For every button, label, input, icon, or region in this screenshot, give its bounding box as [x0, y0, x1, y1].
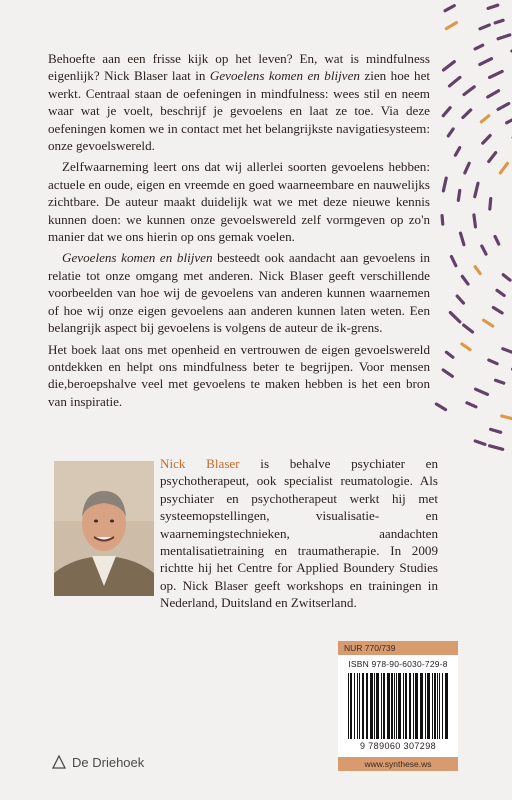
brush-stroke [484, 320, 493, 326]
barcode-bar [354, 673, 355, 739]
brush-stroke [464, 325, 473, 332]
brush-stroke [476, 389, 488, 394]
brush-stroke [493, 308, 502, 313]
brush-stroke [482, 246, 486, 254]
author-bio [160, 455, 438, 612]
brush-stroke [451, 257, 455, 266]
barcode-bar [350, 673, 352, 739]
brush-stroke [497, 290, 504, 295]
brush-stroke [475, 183, 478, 197]
triangle-icon [52, 755, 66, 769]
barcode-bar [366, 673, 368, 739]
author-bio-text: is behalve psychiater en psychotherapeut, ook specialist reumatologie. Als psychiater en psychotherapeut werkt hij met systeemopstellingen, visualisatie- en waarnemingstechnieken, aandachten mentalisatietraining en traumatherapie. In 2009 richtte hij het Centre for Applied Boundery Studies op. Nick Blaser geeft workshops en trainingen in Nederland, Duitsland en Zwitserland. [160, 456, 438, 611]
book-title-ref-2: Gevoelens komen en blijven [62, 250, 213, 266]
brush-stroke [450, 313, 460, 322]
brush-stroke [488, 91, 499, 97]
brush-stroke [455, 148, 459, 156]
barcode-bar [394, 673, 395, 739]
brush-stroke [496, 380, 504, 383]
barcode-bar [357, 673, 358, 739]
brush-stroke [490, 71, 503, 77]
brush-stroke [462, 344, 470, 350]
paragraph-conclusion: Het boek laat ons met openheid en vertrouwen de eigen gevoelswereld ontdekken en helpt ons mindfulness beter te begrijpen. Voor mensen die,beroepshalve veel met gevoelens te maken hebben is het een bron van inspiratie. [48, 341, 430, 409]
barcode-bar [413, 673, 414, 739]
publisher-logo [52, 752, 144, 772]
brush-stroke [480, 59, 492, 65]
barcode-bar [370, 673, 373, 739]
author-photo [54, 461, 154, 596]
others-text: besteedt ook aandacht aan gevoelens in relatie tot onze omgang met anderen. Nick Blaser geeft verschillende voorbeelden van hoe wij de gevoelens van anderen kunnen waarnemen of hoe wij onze eigen gevoelens aan anderen kunnen laten weten. Een belangrijk aspect bij gevoelens is volgens de auteur de ik-grens. [48, 250, 431, 336]
brush-stroke [500, 163, 507, 173]
back-cover-text [48, 50, 430, 414]
barcode-bar [348, 673, 349, 739]
brush-stroke [443, 62, 454, 70]
barcode-bar [420, 673, 423, 739]
brush-stroke [481, 116, 488, 122]
barcode [346, 673, 450, 743]
brush-stroke [503, 275, 510, 280]
brush-stroke [475, 441, 485, 444]
publisher-name: De Driehoek [72, 754, 145, 770]
brush-stroke [475, 267, 480, 274]
barcode-bar [439, 673, 440, 739]
brush-stroke [489, 360, 497, 364]
brush-stroke [490, 199, 491, 209]
brush-stroke [480, 25, 489, 29]
brush-stroke [467, 403, 476, 407]
brush-stroke [489, 153, 496, 162]
barcode-bar [445, 673, 448, 739]
isbn-number: ISBN 978-90-6030-729-8 [348, 659, 448, 669]
barcode-bar [398, 673, 401, 739]
brush-stroke [488, 5, 498, 8]
brush-stroke [443, 178, 446, 191]
brush-stroke [503, 349, 512, 353]
brush-stroke [498, 35, 510, 39]
paragraph-others [48, 249, 430, 336]
barcode-bar [442, 673, 443, 739]
author-section [48, 455, 438, 611]
brush-stroke [475, 45, 483, 49]
brush-stroke [465, 163, 469, 173]
intro-text-1: Behoefte aan een frisse kijk op het leven? En, wat is mindfulness eigenlijk? Nick Blaser laat in [48, 51, 430, 84]
brush-stroke [446, 352, 453, 357]
brush-stroke [498, 104, 509, 110]
publisher-website: www.synthese.ws [338, 757, 458, 771]
brush-stroke [495, 236, 499, 244]
brush-stroke [483, 135, 490, 143]
brush-stroke [449, 77, 459, 86]
barcode-bar [434, 673, 436, 739]
brush-stroke [490, 446, 503, 450]
brush-stroke [443, 108, 450, 116]
brush-stroke [436, 404, 445, 410]
nur-code: NUR 770/739 [338, 641, 458, 655]
barcode-bar [425, 673, 426, 739]
barcode-bar [387, 673, 390, 739]
barcode-bar [405, 673, 407, 739]
brush-stroke [448, 129, 453, 136]
brush-stroke [445, 6, 454, 11]
brush-stroke [460, 233, 463, 245]
brush-stroke [507, 117, 512, 123]
barcode-digits: 9 789060 307298 [359, 741, 437, 751]
barcode-box [338, 641, 458, 767]
barcode-bar [391, 673, 393, 739]
brush-stroke [446, 23, 456, 29]
paragraph-self-perception: Zelfwaarneming leert ons dat wij allerlei soorten gevoelens hebben: actuele en oude, eigen en vreemde en goed waarneembare en nauwelijks zichtbare. De auteur maakt duidelijk wat we met deze nieuwe kennis kunnen doen: we kunnen onze gevoelswereld zelf vormgeven op zo'n manier dat we ons hierin op ons gemak voelen. [48, 159, 430, 245]
barcode-bar [409, 673, 411, 739]
barcode-bar [374, 673, 375, 739]
barcode-bar [403, 673, 404, 739]
brush-stroke [491, 429, 501, 432]
brush-stroke [463, 110, 471, 118]
intro-text-2: zien hoe het werkt. Centraal staan de oefeningen in mindfulness: wees stil en neem waar wat je voelt, beschrijf je gevoelens en laat ze toe. Via deze oefeningen komen we in contact met het belangrijkste navigatiesysteem: onze gevoelswereld. [48, 68, 431, 154]
brush-stroke [457, 296, 463, 303]
brush-stroke [502, 416, 512, 419]
barcode-bar [415, 673, 418, 739]
book-title-ref: Gevoelens komen en blijven [209, 68, 360, 84]
barcode-bar [432, 673, 433, 739]
author-name: Nick Blaser [160, 456, 240, 471]
barcode-bar [362, 673, 364, 739]
barcode-bar [437, 673, 438, 739]
barcode-bar [359, 673, 360, 739]
barcode-bar [383, 673, 385, 739]
brush-stroke [462, 276, 468, 284]
brush-stroke [464, 87, 474, 95]
barcode-bar [381, 673, 382, 739]
paragraph-intro [48, 50, 430, 154]
brush-stroke [443, 370, 452, 376]
brush-stroke [442, 216, 443, 225]
barcode-bar [376, 673, 379, 739]
brush-stroke [495, 20, 503, 23]
brush-stroke [474, 215, 476, 227]
barcode-bar [396, 673, 397, 739]
barcode-bar [427, 673, 430, 739]
brush-stroke [458, 191, 459, 201]
